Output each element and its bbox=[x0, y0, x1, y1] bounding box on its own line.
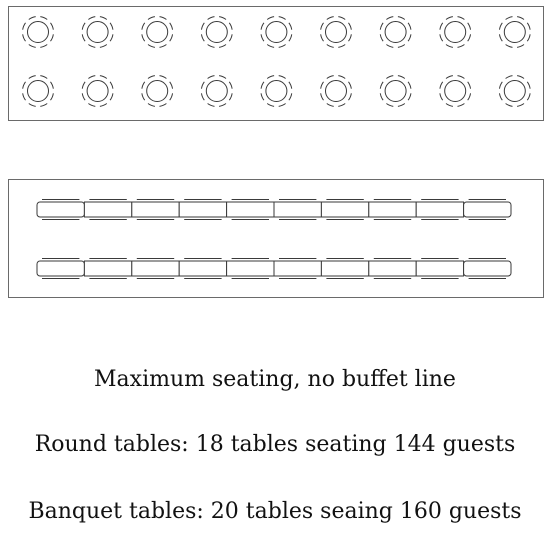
round-table-top bbox=[87, 22, 108, 43]
banquet-table-top bbox=[321, 261, 368, 276]
banquet-table bbox=[464, 259, 511, 279]
round-table-top bbox=[266, 81, 287, 102]
round-table-top bbox=[206, 81, 227, 102]
banquet-table-top bbox=[84, 202, 131, 217]
banquet-table-top bbox=[464, 261, 511, 276]
banquet-table bbox=[274, 200, 321, 220]
banquet-table-room bbox=[9, 180, 544, 298]
banquet-table bbox=[132, 200, 179, 220]
banquet-table bbox=[227, 259, 274, 279]
banquet-table-top bbox=[37, 202, 84, 217]
round-table-top bbox=[87, 81, 108, 102]
banquet-table-top bbox=[84, 261, 131, 276]
banquet-table-top bbox=[227, 261, 274, 276]
banquet-table bbox=[321, 200, 368, 220]
banquet-table bbox=[274, 259, 321, 279]
round-table-top bbox=[445, 22, 466, 43]
banquet-table-summary: Banquet tables: 20 tables seaing 160 guests bbox=[28, 499, 522, 524]
banquet-table bbox=[179, 200, 226, 220]
banquet-table bbox=[321, 259, 368, 279]
banquet-table bbox=[369, 200, 416, 220]
banquet-table bbox=[416, 259, 463, 279]
round-table-top bbox=[28, 81, 49, 102]
round-table-top bbox=[445, 81, 466, 102]
round-table-top bbox=[147, 22, 168, 43]
round-table-top bbox=[28, 22, 49, 43]
round-table-top bbox=[504, 81, 525, 102]
banquet-table-top bbox=[416, 202, 463, 217]
round-table-top bbox=[147, 81, 168, 102]
banquet-table-top bbox=[227, 202, 274, 217]
banquet-table bbox=[37, 259, 84, 279]
banquet-table-top bbox=[464, 202, 511, 217]
banquet-table-top bbox=[179, 202, 226, 217]
banquet-table-top bbox=[274, 202, 321, 217]
banquet-table bbox=[179, 259, 226, 279]
round-table-top bbox=[326, 81, 347, 102]
banquet-table bbox=[37, 200, 84, 220]
banquet-table bbox=[84, 259, 131, 279]
banquet-table bbox=[227, 200, 274, 220]
banquet-table-top bbox=[274, 261, 321, 276]
banquet-table-top bbox=[132, 202, 179, 217]
banquet-table-top bbox=[416, 261, 463, 276]
banquet-table-top bbox=[37, 261, 84, 276]
banquet-table-top bbox=[369, 261, 416, 276]
round-table-summary: Round tables: 18 tables seating 144 guests bbox=[34, 432, 516, 457]
banquet-table-top bbox=[132, 261, 179, 276]
banquet-table-top bbox=[369, 202, 416, 217]
banquet-table bbox=[132, 259, 179, 279]
banquet-table bbox=[416, 200, 463, 220]
banquet-table-top bbox=[179, 261, 226, 276]
round-table-room bbox=[9, 7, 544, 121]
banquet-table bbox=[464, 200, 511, 220]
banquet-table bbox=[369, 259, 416, 279]
layout-heading: Maximum seating, no buffet line bbox=[94, 367, 456, 392]
round-table-top bbox=[326, 22, 347, 43]
round-table-top bbox=[266, 22, 287, 43]
round-table-top bbox=[385, 22, 406, 43]
round-table-top bbox=[206, 22, 227, 43]
round-table-top bbox=[385, 81, 406, 102]
round-table-top bbox=[504, 22, 525, 43]
banquet-table-top bbox=[321, 202, 368, 217]
banquet-table bbox=[84, 200, 131, 220]
banquet-table-room-border bbox=[9, 180, 544, 298]
